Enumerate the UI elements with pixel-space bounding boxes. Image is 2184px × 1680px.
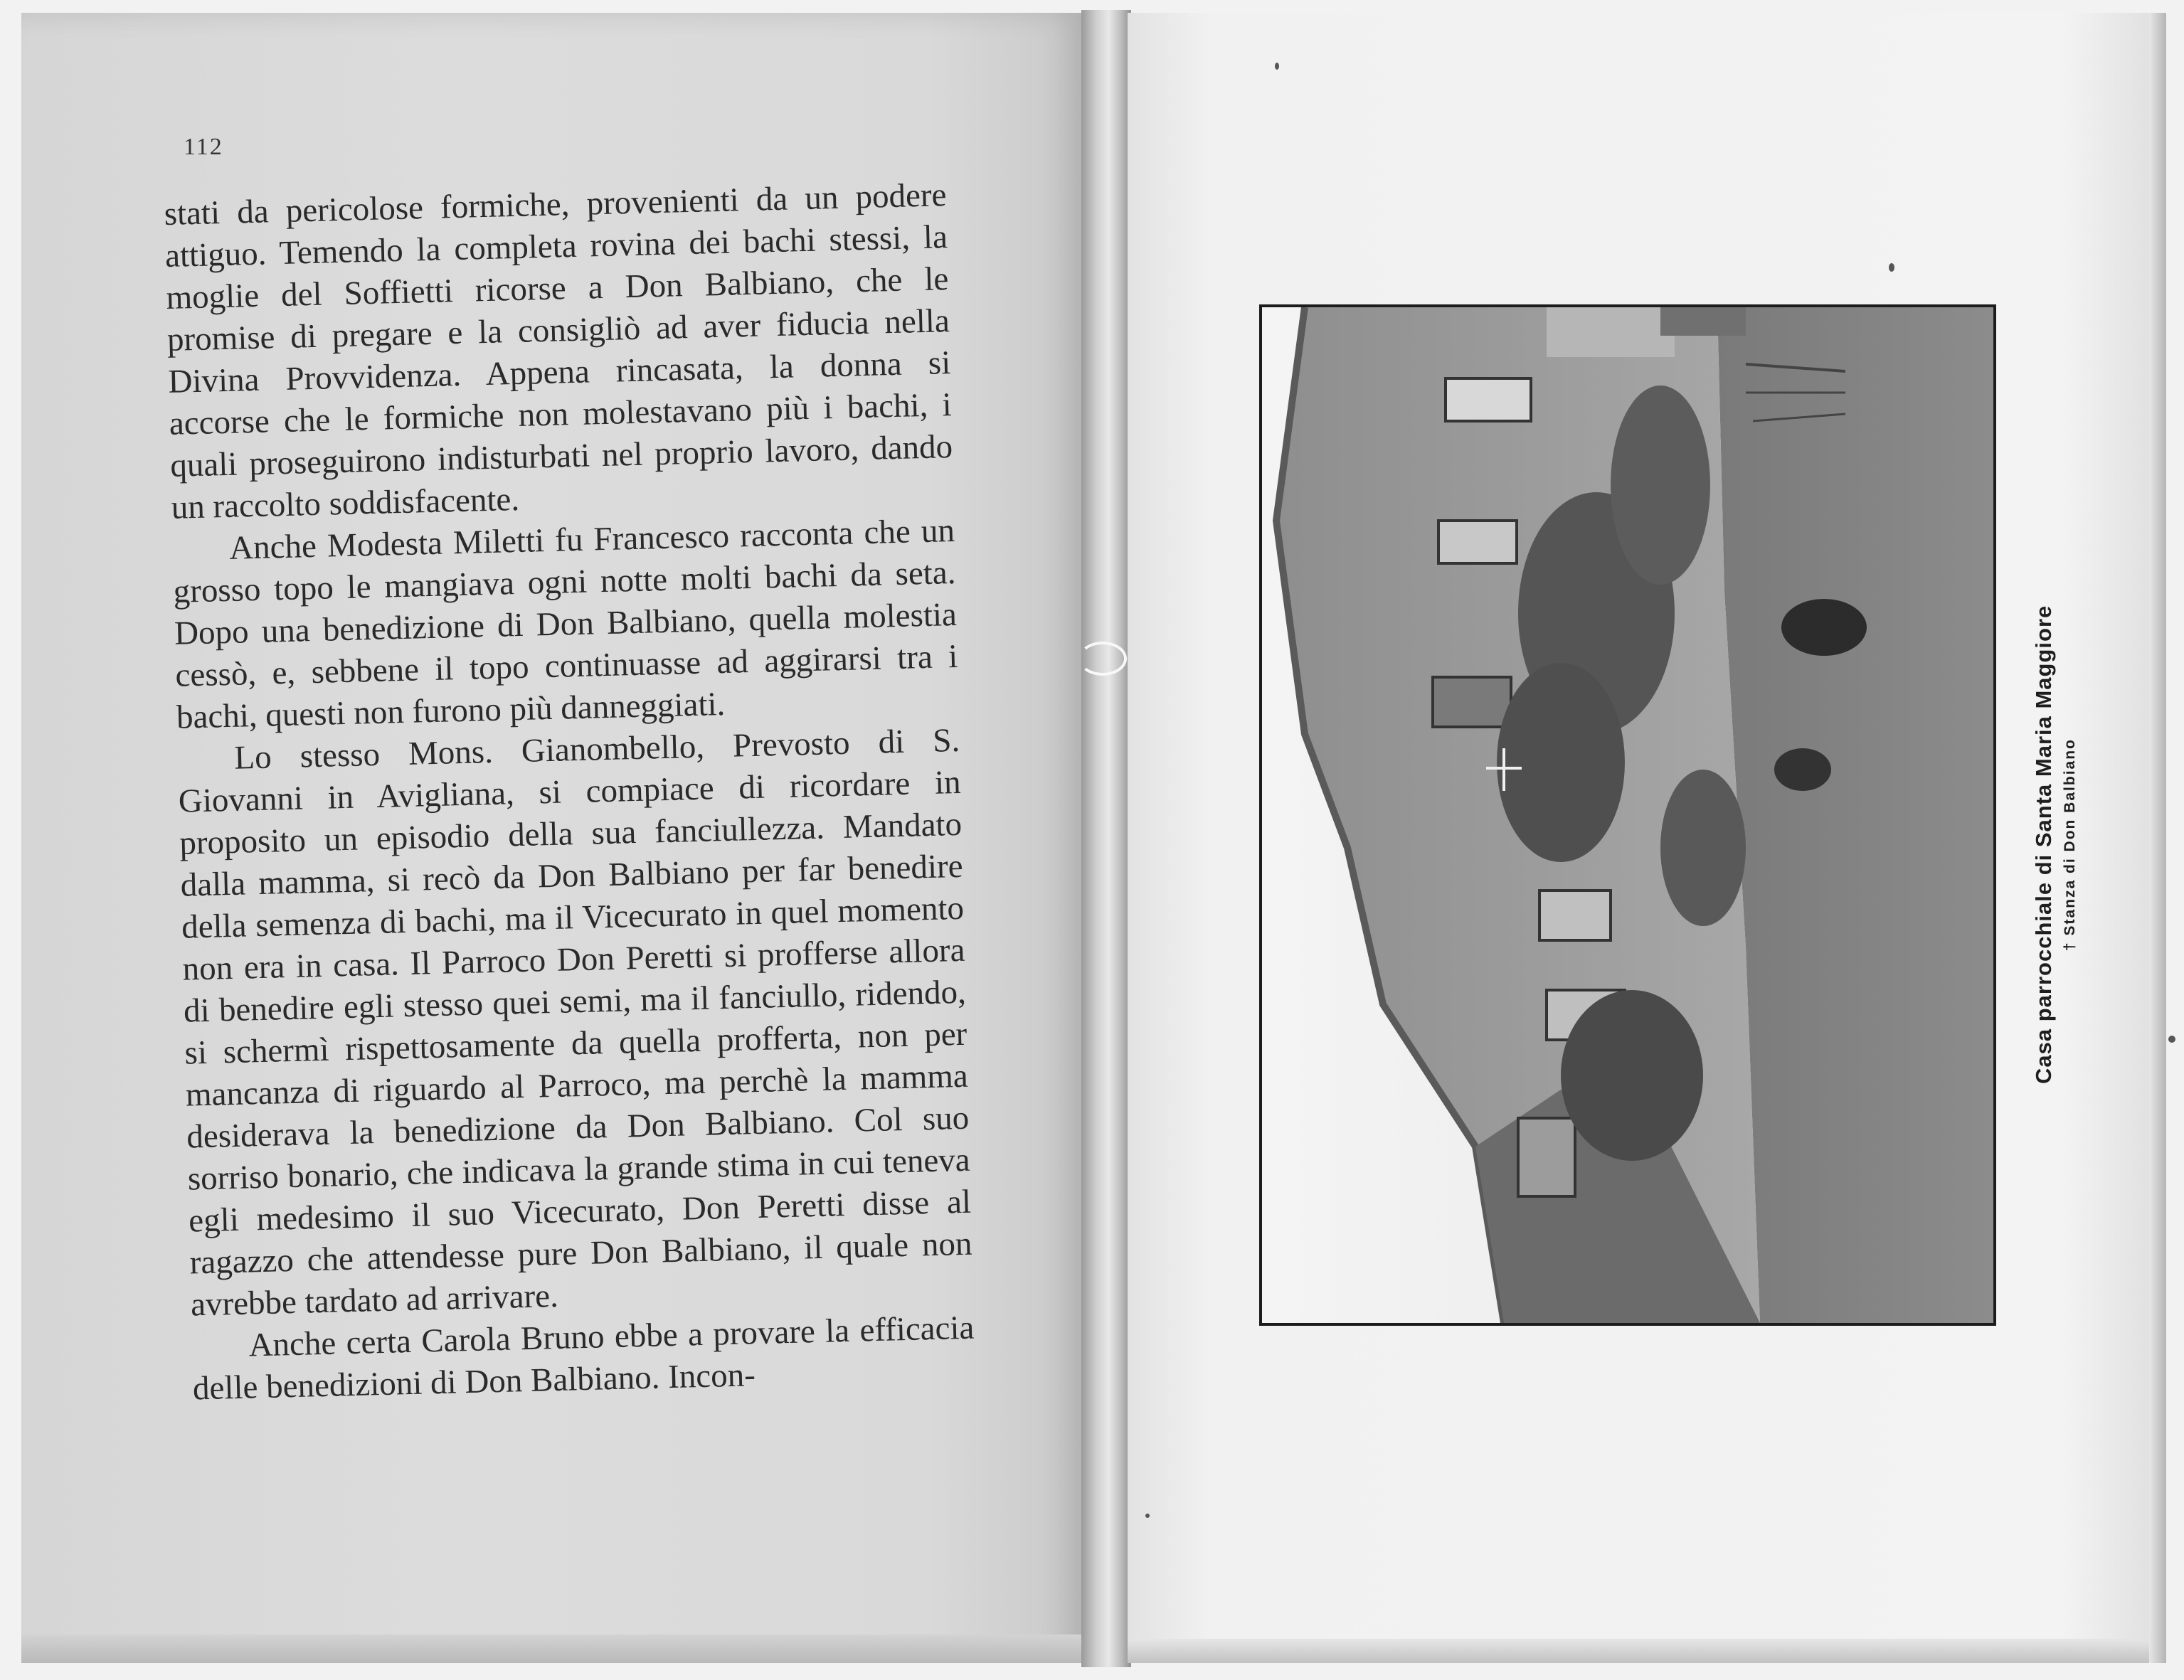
plate-caption: Casa parrocchiale di Santa Maria Maggiore: [2031, 605, 2056, 1084]
paragraph-3: Lo stesso Mons. Gianombello, Prevosto di S. Giovanni in Avigliana, si compiace di ricordare in proposito un episodio della sua fanciullezza. Mandato dalla mamma, si recò da Don Balbiano per far benedire della semenza di bachi, ma il Vicecurato in quel momento non era in casa. Il Parroco Don Peretti si profferse allora di benedire egli stesso quei semi, ma il fanciullo, ridendo, si schermì rispettosamente da quella profferta, non per mancanza di riguardo al Parroco, ma perchè la mamma desiderava la benedizione da Don Balbiano. Col suo sorriso bonario, che indicava la grande stima in cui teneva egli medesimo il suo Vicecurato, Don Peretti disse al ragazzo che attendesse pure Don Balbiano, il quale non avrebbe tardato ad arrivare.: [178, 721, 973, 1324]
paragraph-4: Anche certa Carola Bruno ebbe a provare la efficacia delle benedizioni di Don Balbiano. Incon-: [192, 1309, 975, 1408]
book-spine: [1081, 10, 1131, 1667]
parish-house-photo: [1262, 307, 1993, 1323]
left-page-edge: [21, 1634, 1088, 1663]
paragraph-2: Anche Modesta Miletti fu Francesco racconta che un grosso topo le mangiava ogni notte molti bachi da seta. Dopo una benedizione di Don Balbiano, quella molestia cessò, e, sebbene il topo continuasse ad aggirarsi tra i bachi, questi non furono più danneggiati.: [173, 511, 958, 736]
paper-speck: [1145, 1514, 1150, 1518]
paper-speck: [2168, 1036, 2175, 1043]
paragraph-1: stati da pericolose formiche, provenienti da un podere attiguo. Temendo la completa rovina dei bachi stessi, la moglie del Soffietti ricorse a Don Balbiano, che le promise di pregare e la consigliò ad aver fiducia nella Divina Provvidenza. Appena rincasata, la donna si accorse che le formiche non molestavano più i bachi, i quali proseguirono indisturbati nel proprio lavoro, dando un raccolto soddisfacente.: [164, 176, 953, 526]
page-number: 112: [184, 134, 223, 160]
right-page-edge-bottom: [1128, 1639, 2166, 1663]
paper-speck: [1889, 263, 1894, 272]
plate-subcaption: † Stanza di Don Balbiano: [2062, 738, 2078, 951]
right-page-edge-right: [2149, 13, 2166, 1663]
body-text: [164, 174, 975, 1410]
binding-thread: [1078, 642, 1127, 676]
photo-plate: [1259, 304, 1996, 1326]
paper-speck: [1275, 63, 1279, 70]
